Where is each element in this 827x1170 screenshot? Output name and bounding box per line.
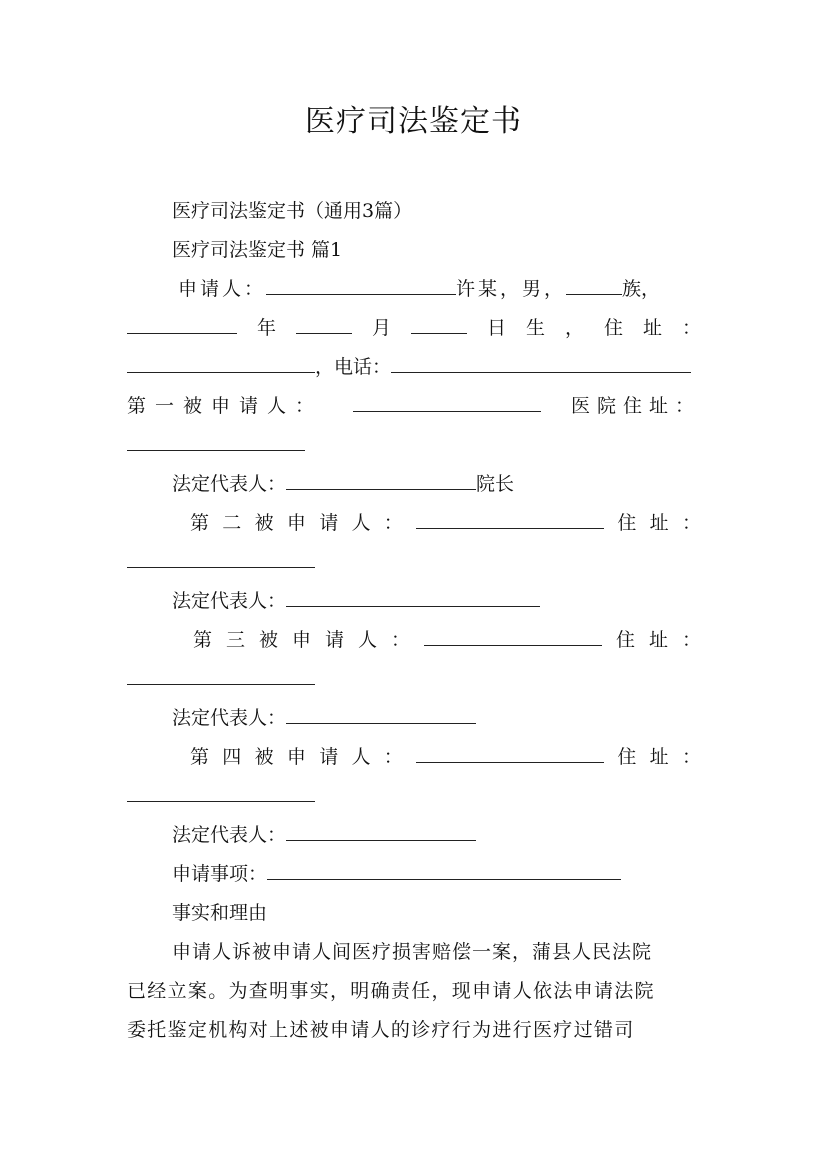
blank-field [127, 783, 315, 802]
char: 请 [319, 746, 339, 768]
address-label-1: 住 [603, 317, 623, 339]
address-label-1: 住 [617, 512, 637, 534]
body-paragraph-line: 已经立案。为查明事实，明确责任，现申请人依法申请法院 [127, 980, 655, 1002]
year-label: 年 [256, 317, 276, 339]
address-phone-line [127, 352, 701, 382]
blank-field [127, 432, 305, 451]
respondent-4-line [190, 742, 701, 772]
legal-rep-label: 法定代表人： [172, 824, 287, 846]
blank-field [267, 861, 621, 880]
legal-rep-1-line [172, 469, 701, 499]
blank-field [566, 276, 622, 295]
ethnicity-suffix: 族， [622, 278, 661, 300]
char: 第 [190, 512, 210, 534]
colon: ： [681, 317, 701, 339]
respondent-4-address-line [127, 781, 701, 811]
char: 二 [222, 512, 242, 534]
char: 人 [351, 512, 371, 534]
respondent-3-line [193, 625, 701, 655]
blank-field [127, 549, 315, 568]
char: 被 [254, 512, 274, 534]
blank-field [424, 627, 602, 646]
blank-field [286, 588, 540, 607]
legal-rep-3-line [172, 703, 701, 733]
section-heading: 医疗司法鉴定书 篇1 [172, 239, 343, 261]
blank-field [411, 315, 467, 334]
char: 请 [325, 629, 345, 651]
blank-field [127, 315, 237, 334]
char: ： [383, 746, 403, 768]
respondent-2-address-line [127, 547, 701, 577]
address-label-2: 址 [648, 629, 668, 651]
comma: ， [564, 317, 584, 339]
blank-field [391, 354, 691, 373]
char: 四 [222, 746, 242, 768]
applicant-text: 许某，男， [456, 278, 567, 300]
char: 申 [286, 512, 306, 534]
blank-field [286, 471, 476, 490]
colon: ： [681, 629, 701, 651]
address-label-2: 址 [649, 512, 669, 534]
phone-label: ，电话： [315, 356, 392, 378]
respondent-1-address-line [127, 430, 701, 460]
colon: ： [681, 746, 701, 768]
blank-field [416, 510, 604, 529]
blank-field [266, 276, 456, 295]
char: ： [383, 512, 403, 534]
char: 申 [286, 746, 306, 768]
legal-rep-label: 法定代表人： [172, 590, 287, 612]
legal-rep-4-line [172, 820, 701, 850]
president-label: 院长 [476, 473, 515, 495]
subtitle: 医疗司法鉴定书（通用3篇） [172, 200, 413, 222]
matters-label: 申请事项： [172, 863, 268, 885]
legal-rep-label: 法定代表人： [172, 473, 287, 495]
respondent-3-address-line [127, 664, 701, 694]
char: 人 [351, 746, 371, 768]
month-label: 月 [371, 317, 391, 339]
char: 被 [259, 629, 279, 651]
respondent-2-line [190, 508, 701, 538]
matters-line [172, 859, 701, 889]
address-label-1: 住 [617, 746, 637, 768]
char: 三 [226, 629, 246, 651]
respondent-1-label: 第一被申请人： [127, 395, 324, 417]
blank-field [353, 393, 541, 412]
char: 人 [358, 629, 378, 651]
colon: ： [681, 512, 701, 534]
char: ： [391, 629, 411, 651]
blank-field [296, 315, 352, 334]
day-label: 日 [486, 317, 506, 339]
blank-field [416, 744, 604, 763]
address-label-2: 址 [642, 317, 662, 339]
char: 第 [193, 629, 213, 651]
document-title: 医疗司法鉴定书 [305, 104, 522, 139]
hospital-address-label: 医院住址： [570, 395, 701, 417]
legal-rep-label: 法定代表人： [172, 707, 287, 729]
born-label: 生 [525, 317, 545, 339]
char: 申 [292, 629, 312, 651]
blank-field [127, 354, 315, 373]
blank-field [127, 666, 315, 685]
body-paragraph-line: 委托鉴定机构对上述被申请人的诊疗行为进行医疗过错司 [127, 1019, 635, 1041]
birth-line [127, 313, 701, 343]
respondent-1-line [127, 391, 701, 421]
legal-rep-2-line [172, 586, 701, 616]
applicant-label: 申请人： [178, 278, 267, 300]
char: 被 [254, 746, 274, 768]
blank-field [286, 822, 476, 841]
address-label-1: 住 [615, 629, 635, 651]
address-label-2: 址 [649, 746, 669, 768]
blank-field [286, 705, 476, 724]
applicant-line [178, 274, 701, 304]
char: 请 [319, 512, 339, 534]
facts-heading: 事实和理由 [172, 902, 268, 924]
body-paragraph-line: 申请人诉被申请人间医疗损害赔偿一案，蒲县人民法院 [172, 941, 653, 963]
char: 第 [190, 746, 210, 768]
